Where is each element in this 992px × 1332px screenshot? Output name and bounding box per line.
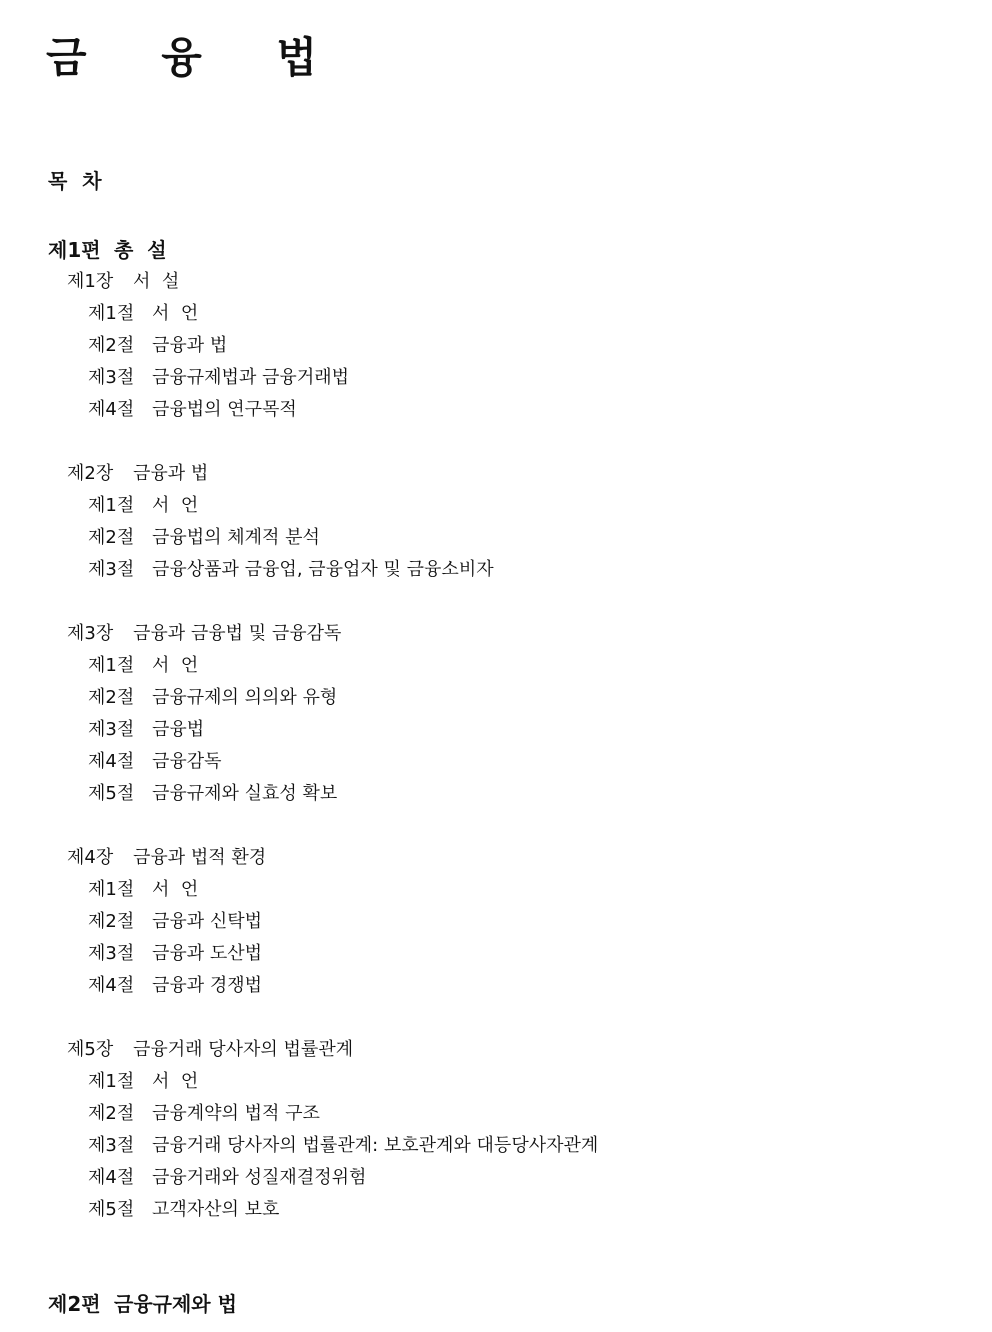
chapter-heading[interactable]	[0, 458, 992, 490]
chapter-spacer	[0, 810, 992, 842]
chapter-spacer	[0, 1002, 992, 1034]
part-spacer	[0, 1226, 992, 1288]
part-number: 제1편	[48, 238, 101, 262]
section-title: 금융규제법과 금융거래법	[152, 367, 349, 388]
section-title: 서 언	[152, 879, 199, 900]
chapter-title: 금융과 금융법 및 금융감독	[133, 623, 342, 644]
section-entry[interactable]	[0, 682, 992, 714]
chapter-spacer	[0, 586, 992, 618]
section-number: 제3절	[88, 367, 135, 388]
section-title: 서 언	[152, 1071, 199, 1092]
section-entry[interactable]	[0, 394, 992, 426]
section-title: 금융규제의 의의와 유형	[152, 687, 338, 708]
part-heading[interactable]	[0, 1288, 992, 1320]
section-number: 제1절	[88, 879, 135, 900]
section-number: 제3절	[88, 943, 135, 964]
part-heading[interactable]	[0, 234, 992, 266]
toc-heading: 목 차	[48, 169, 106, 193]
toc-chapter	[0, 458, 992, 586]
section-title: 금융과 법	[152, 335, 228, 356]
chapter-number: 제3장	[67, 623, 114, 644]
chapter-number: 제4장	[67, 847, 114, 868]
toc-part	[0, 234, 992, 1226]
section-title: 서 언	[152, 303, 199, 324]
section-entry[interactable]	[0, 906, 992, 938]
section-number: 제5절	[88, 1199, 135, 1220]
section-number: 제4절	[88, 1167, 135, 1188]
section-title: 금융거래와 성질재결정위험	[152, 1167, 367, 1188]
section-entry[interactable]	[0, 1194, 992, 1226]
section-entry[interactable]	[0, 362, 992, 394]
section-title: 고객자산의 보호	[152, 1199, 280, 1220]
section-number: 제3절	[88, 559, 135, 580]
section-number: 제2절	[88, 911, 135, 932]
section-number: 제4절	[88, 751, 135, 772]
section-entry[interactable]	[0, 650, 992, 682]
section-number: 제1절	[88, 495, 135, 516]
part-number: 제2편	[48, 1292, 101, 1316]
section-entry[interactable]	[0, 1098, 992, 1130]
section-number: 제4절	[88, 975, 135, 996]
section-number: 제5절	[88, 783, 135, 804]
section-title: 금융규제와 실효성 확보	[152, 783, 338, 804]
section-number: 제2절	[88, 1103, 135, 1124]
chapter-title: 금융과 법	[133, 463, 209, 484]
section-entry[interactable]	[0, 1130, 992, 1162]
section-entry[interactable]	[0, 714, 992, 746]
chapter-title: 금융과 법적 환경	[133, 847, 267, 868]
toc-chapter	[0, 618, 992, 810]
section-entry[interactable]	[0, 1066, 992, 1098]
chapter-title: 서 설	[133, 271, 180, 292]
section-number: 제1절	[88, 303, 135, 324]
section-title: 서 언	[152, 495, 199, 516]
section-title: 금융법의 연구목적	[152, 399, 297, 420]
section-number: 제1절	[88, 1071, 135, 1092]
section-entry[interactable]	[0, 874, 992, 906]
document-title: 금 융 법	[46, 33, 347, 82]
section-entry[interactable]	[0, 490, 992, 522]
section-title: 금융과 경쟁법	[152, 975, 263, 996]
section-number: 제3절	[88, 719, 135, 740]
section-entry[interactable]	[0, 1162, 992, 1194]
section-title: 금융상품과 금융업, 금융업자 및 금융소비자	[152, 559, 494, 580]
chapter-heading[interactable]	[0, 266, 992, 298]
section-number: 제2절	[88, 527, 135, 548]
chapter-heading[interactable]	[0, 1034, 992, 1066]
part-title: 총 설	[114, 238, 167, 262]
chapter-spacer	[0, 426, 992, 458]
section-number: 제2절	[88, 335, 135, 356]
section-entry[interactable]	[0, 330, 992, 362]
chapter-heading[interactable]	[0, 842, 992, 874]
section-title: 금융법	[152, 719, 205, 740]
section-number: 제1절	[88, 655, 135, 676]
toc-chapter	[0, 842, 992, 1002]
section-entry[interactable]	[0, 938, 992, 970]
section-entry[interactable]	[0, 522, 992, 554]
part-title: 금융규제와 법	[114, 1292, 237, 1316]
section-entry[interactable]	[0, 554, 992, 586]
section-title: 금융계약의 법적 구조	[152, 1103, 320, 1124]
chapter-title: 금융거래 당사자의 법률관계	[133, 1039, 354, 1060]
chapter-number: 제5장	[67, 1039, 114, 1060]
section-number: 제4절	[88, 399, 135, 420]
section-number: 제2절	[88, 687, 135, 708]
toc-chapter	[0, 266, 992, 426]
section-title: 서 언	[152, 655, 199, 676]
section-title: 금융감독	[152, 751, 222, 772]
section-entry[interactable]	[0, 970, 992, 1002]
table-of-contents	[0, 234, 992, 1320]
section-title: 금융과 도산법	[152, 943, 263, 964]
toc-chapter	[0, 1034, 992, 1226]
section-title: 금융과 신탁법	[152, 911, 263, 932]
section-entry[interactable]	[0, 746, 992, 778]
section-title: 금융법의 체계적 분석	[152, 527, 320, 548]
chapter-number: 제2장	[67, 463, 114, 484]
section-entry[interactable]	[0, 298, 992, 330]
chapter-heading[interactable]	[0, 618, 992, 650]
section-entry[interactable]	[0, 778, 992, 810]
section-number: 제3절	[88, 1135, 135, 1156]
chapter-number: 제1장	[67, 271, 114, 292]
section-title: 금융거래 당사자의 법률관계: 보호관계와 대등당사자관계	[152, 1135, 599, 1156]
toc-part	[0, 1288, 992, 1320]
